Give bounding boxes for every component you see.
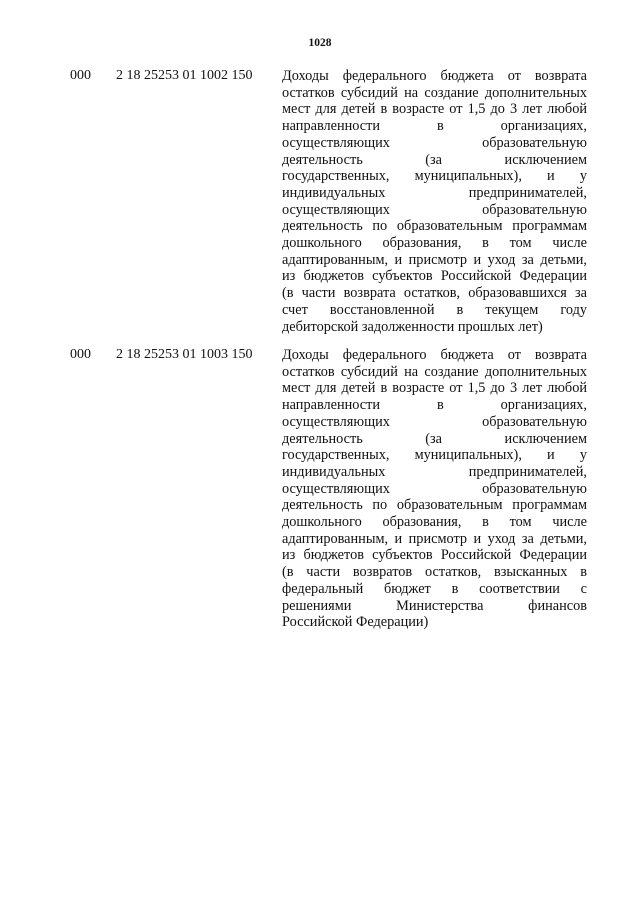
description-line: Российской Федерации) — [282, 614, 429, 631]
budget-classification-code: 2 18 25253 01 1003 150 — [116, 347, 253, 362]
description-line: дошкольного образования, в том числе — [282, 235, 587, 252]
description-line: остатков субсидий на создание дополнительных — [282, 84, 587, 101]
description-line: индивидуальных предпринимателей, — [282, 184, 587, 201]
description-line: дебиторской задолженности прошлых лет) — [282, 318, 543, 335]
description-line: деятельность по образовательным программам — [282, 497, 587, 514]
description-line: индивидуальных предпринимателей, — [282, 463, 587, 480]
administrator-code: 000 — [70, 347, 91, 362]
description-line: (в части возврата остатков, образовавшихся за — [282, 285, 587, 302]
description-line: направленности в организациях, — [282, 118, 587, 135]
description-line: (в части возвратов остатков, взысканных в — [282, 564, 587, 581]
description-line: деятельность (за исключением — [282, 430, 587, 447]
description-line: из бюджетов субъектов Российской Федерации — [282, 268, 587, 285]
description-line: адаптированным, и присмотр и уход за детьми, — [282, 251, 587, 268]
page-number: 1028 — [308, 37, 332, 49]
description-line: направленности в организациях, — [282, 397, 587, 414]
description-line: осуществляющих образовательную — [282, 413, 587, 430]
description-line: счет восстановленной в текущем году — [282, 301, 587, 318]
description-line: из бюджетов субъектов Российской Федерации — [282, 547, 587, 564]
description-line: деятельность (за исключением — [282, 151, 587, 168]
description-line: деятельность по образовательным программам — [282, 218, 587, 235]
income-description — [282, 68, 587, 335]
income-description — [282, 347, 587, 631]
description-line: адаптированным, и присмотр и уход за детьми, — [282, 530, 587, 547]
description-line: государственных, муниципальных), и у — [282, 168, 587, 185]
description-line: решениями Министерства финансов — [282, 597, 587, 614]
administrator-code: 000 — [70, 68, 91, 83]
description-line: осуществляющих образовательную — [282, 134, 587, 151]
description-line: мест для детей в возрасте от 1,5 до 3 лет любой — [282, 101, 587, 118]
budget-classification-code: 2 18 25253 01 1002 150 — [116, 68, 253, 83]
description-line: осуществляющих образовательную — [282, 201, 587, 218]
description-line: Доходы федерального бюджета от возврата — [282, 68, 587, 84]
description-line: государственных, муниципальных), и у — [282, 447, 587, 464]
description-line: осуществляющих образовательную — [282, 480, 587, 497]
description-line: дошкольного образования, в том числе — [282, 514, 587, 531]
description-line: федеральный бюджет в соответствии с — [282, 580, 587, 597]
description-line: мест для детей в возрасте от 1,5 до 3 лет любой — [282, 380, 587, 397]
description-line: остатков субсидий на создание дополнительных — [282, 363, 587, 380]
description-line: Доходы федерального бюджета от возврата — [282, 347, 587, 363]
